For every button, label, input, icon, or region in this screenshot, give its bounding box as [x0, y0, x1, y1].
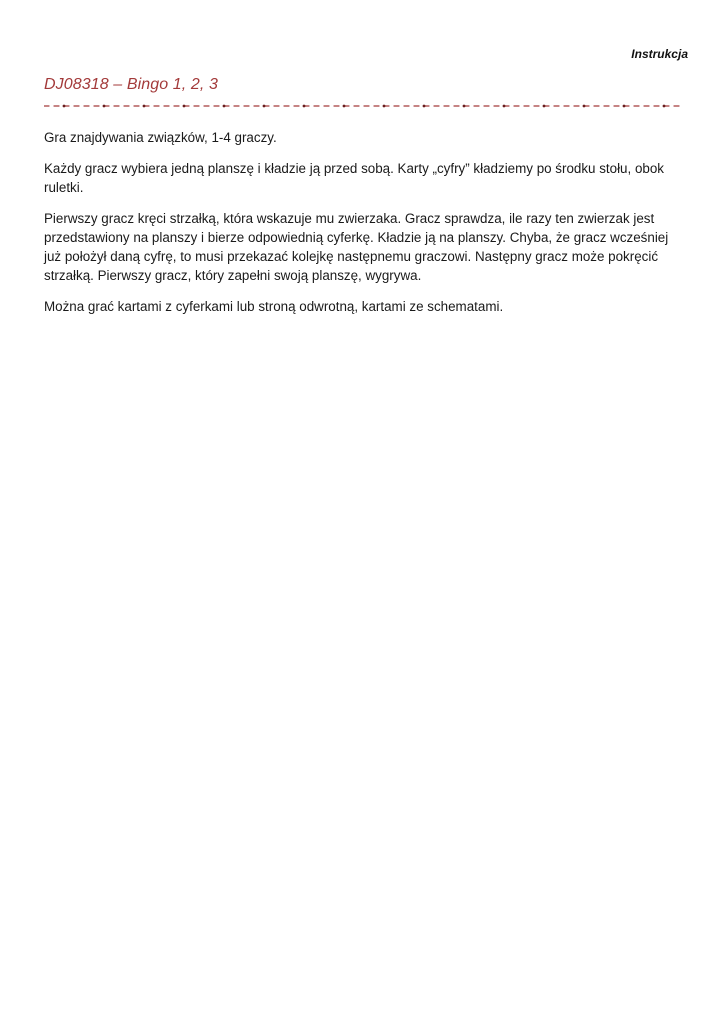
- section-label: Instrukcja: [631, 47, 688, 61]
- title-divider: [44, 104, 682, 108]
- paragraph: Można grać kartami z cyferkami lub stroną odwrotną, kartami ze schematami.: [44, 299, 504, 314]
- paragraph: Gra znajdywania związków, 1-4 graczy.: [44, 130, 277, 145]
- paragraph: Pierwszy gracz kręci strzałką, która wskazuje mu zwierzaka. Gracz sprawdza, ile razy ten zwierzak jest przedstawiony na planszy i bierze odpowiednią cyferkę. Kładzie ją na planszy. Chyba, że gracz wcześniej już położył daną cyfrę, to musi przekazać kolejkę następnemu graczowi. Następny gracz może pokręcić strzałką. Pierwszy gracz, który zapełni swoją planszę, wygrywa.: [44, 211, 669, 283]
- instructions-body: [44, 128, 684, 328]
- paragraph: Każdy gracz wybiera jedną planszę i kładzie ją przed sobą. Karty „cyfry” kładziemy po środku stołu, obok ruletki.: [44, 161, 664, 195]
- document-title: DJ08318 – Bingo 1, 2, 3: [44, 76, 218, 93]
